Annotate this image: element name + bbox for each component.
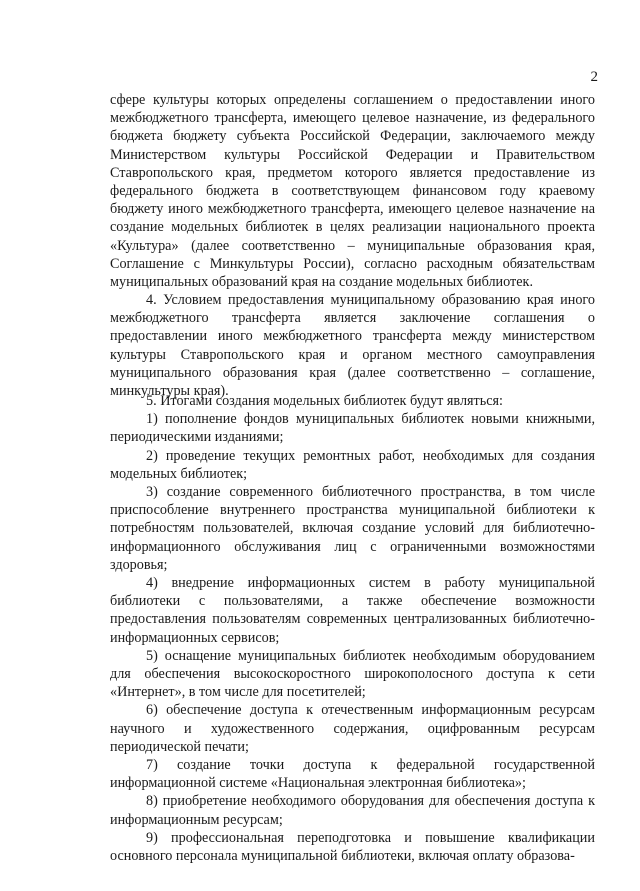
list-item: 7) создание точки доступа к федеральной государственной информационной системе «Национальная электронная библиотека»; [110, 757, 595, 792]
paragraph-block-5 [110, 392, 595, 865]
list-item: 8) приобретение необходимого оборудования для обеспечения доступа к информационным ресурсам; [110, 793, 595, 828]
paragraph-block-4 [110, 291, 595, 400]
page-number: 2 [590, 69, 598, 85]
list-item: 3) создание современного библиотечного пространства, в том числе приспособление внутреннего пространства муниципальной библиотеки к потребностям пользователей, включая создание условий для библиотечно-информационного обслуживания лиц с ограниченными возможностями здоровья; [110, 484, 595, 573]
list-item: 1) пополнение фондов муниципальных библиотек новыми книжными, периодическими изданиями; [110, 411, 595, 446]
paragraph-item-4: 4. Условием предоставления муниципальному образованию края иного межбюджетного трансферта является заключение соглашения о предоставлении иного межбюджетного трансферта между министерством культуры Ставропольского края и органом местного самоуправления муниципального образования края (далее соответственно – соглашение, минкультуры края). [110, 292, 595, 400]
paragraph-block-1 [110, 91, 595, 291]
paragraph-item-5-heading: 5. Итогами создания модельных библиотек будут являться: [146, 393, 503, 409]
list-item: 2) проведение текущих ремонтных работ, необходимых для создания модельных библиотек; [110, 447, 595, 482]
paragraph-continuation: сфере культуры которых определены соглашением о предоставлении иного межбюджетного трансферта, имеющего целевое назначение, из федерального бюджета бюджету субъекта Российской Федерации, заключаемого между Министерством культуры Российской Федерации и Правительством Ставропольского края, предметом которого является предоставление из федерального бюджета в соответствующем финансовом году краевому бюджету иного межбюджетного трансферта, имеющего целевое назначение на создание модельных библиотек в целях реализации национального проекта «Культура» (далее соответственно – муниципальные образования края, Соглашение с Минкультуры России), согласно расходным обязательствам муниципальных образований края на создание модельных библиотек. [110, 92, 595, 291]
list-item: 9) профессиональная переподготовка и повышение квалификации основного персонала муниципальной библиотеки, включая оплату образова- [110, 829, 595, 865]
list-item: 4) внедрение информационных систем в работу муниципальной библиотеки с пользователями, а также обеспечение возможности предоставления пользователям современных централизованных библиотечно-информационных сервисов; [110, 575, 595, 646]
list-item: 5) оснащение муниципальных библиотек необходимым оборудованием для обеспечения высокоскоростного широкополосного доступа к сети «Интернет», в том числе для посетителей; [110, 647, 595, 701]
list-item: 6) обеспечение доступа к отечественным информационным ресурсам научного и художественного содержания, оцифрованным ресурсам периодической печати; [110, 702, 595, 755]
